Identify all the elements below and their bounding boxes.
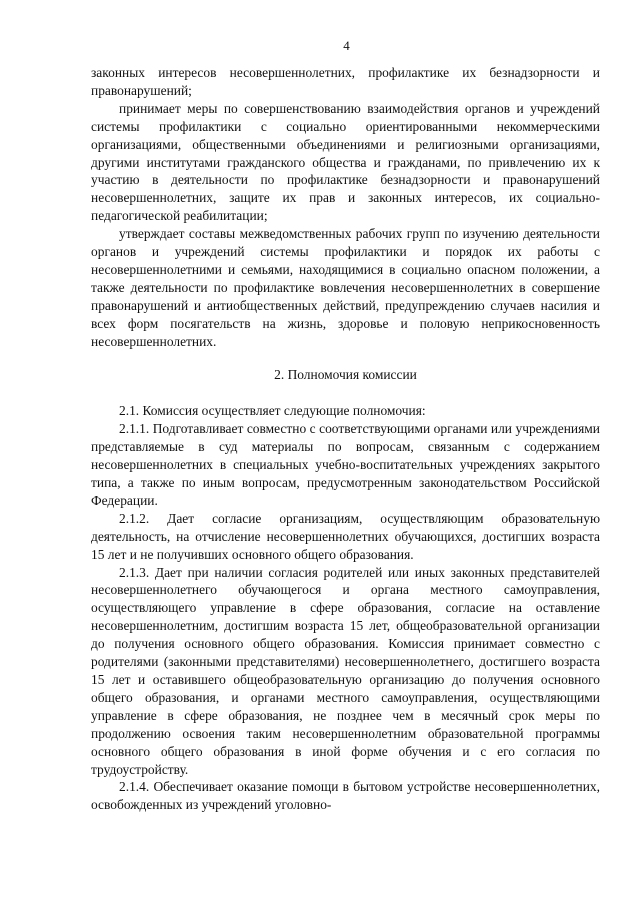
paragraph-continued: 2.1.4. Обеспечивает оказание помощи в бытовом устройстве несовершеннолетних, освобожденных из учреждений уголовно- xyxy=(91,779,600,813)
bottom-text-block xyxy=(91,402,600,814)
page-number: 4 xyxy=(343,38,350,53)
section-heading: 2. Полномочия комиссии xyxy=(274,366,417,382)
paragraph: утверждает составы межведомственных рабочих групп по изучению деятельности органов и учреждений системы профилактики и порядок их работы с несовершеннолетними и семьями, находящимися в социально опасном положении, а также деятельности по профилактике вовлечения несовершеннолетних в совершение правонарушений и антиобщественных действий, предупреждению случаев насилия и всех форм посягательств на жизнь, здоровье и половую неприкосновенность несовершеннолетних. xyxy=(91,226,600,349)
paragraph: 2.1.1. Подготавливает совместно с соответствующими органами или учреждениями представляемые в суд материалы по вопросам, связанным с содержанием несовершеннолетних в специальных учебно-воспитательных учреждениях закрытого типа, а также по иным вопросам, предусмотренным законодательством Российской Федерации. xyxy=(91,421,600,508)
paragraph: 2.1.2. Дает согласие организациям, осуществляющим образовательную деятельность, на отчисление несовершеннолетних обучающихся, достигших возраста 15 лет и не получивших основного общего образования. xyxy=(91,510,600,562)
paragraph: законных интересов несовершеннолетних, профилактике их безнадзорности и правонарушений; xyxy=(91,65,600,98)
paragraph: 2.1. Комиссия осуществляет следующие полномочия: xyxy=(119,403,426,419)
paragraph: 2.1.3. Дает при наличии согласия родителей или иных законных представителей несовершеннолетнего обучающегося и органа местного самоуправления, осуществляющего управление в сфере образования, согласие на оставление несовершеннолетним, достигшим возраста 15 лет, общеобразовательной организации до получения основного общего образования. Комиссия принимает совместно с родителями (законными представителями) несовершеннолетнего, достигшего возраста 15 лет и оставившего общеобразовательную организацию до получения основного общего образования, и органами местного самоуправления, осуществляющими управление в сфере образования, не позднее чем в месячный срок меры по продолжению освоения таким несовершеннолетним образовательной программы основного общего образования в иной форме обучения и с его согласия по трудоустройству. xyxy=(91,564,600,777)
top-text-block xyxy=(91,64,600,351)
paragraph: принимает меры по совершенствованию взаимодействия органов и учреждений системы профилактики с социально ориентированными некоммерческими организациями, общественными объединениями и религиозными организациями, другими институтами гражданского общества и гражданами, по привлечению их к участию в деятельности по профилактике безнадзорности и правонарушений несовершеннолетних, защите их прав и законных интересов, их социально-педагогической реабилитации; xyxy=(91,100,600,224)
